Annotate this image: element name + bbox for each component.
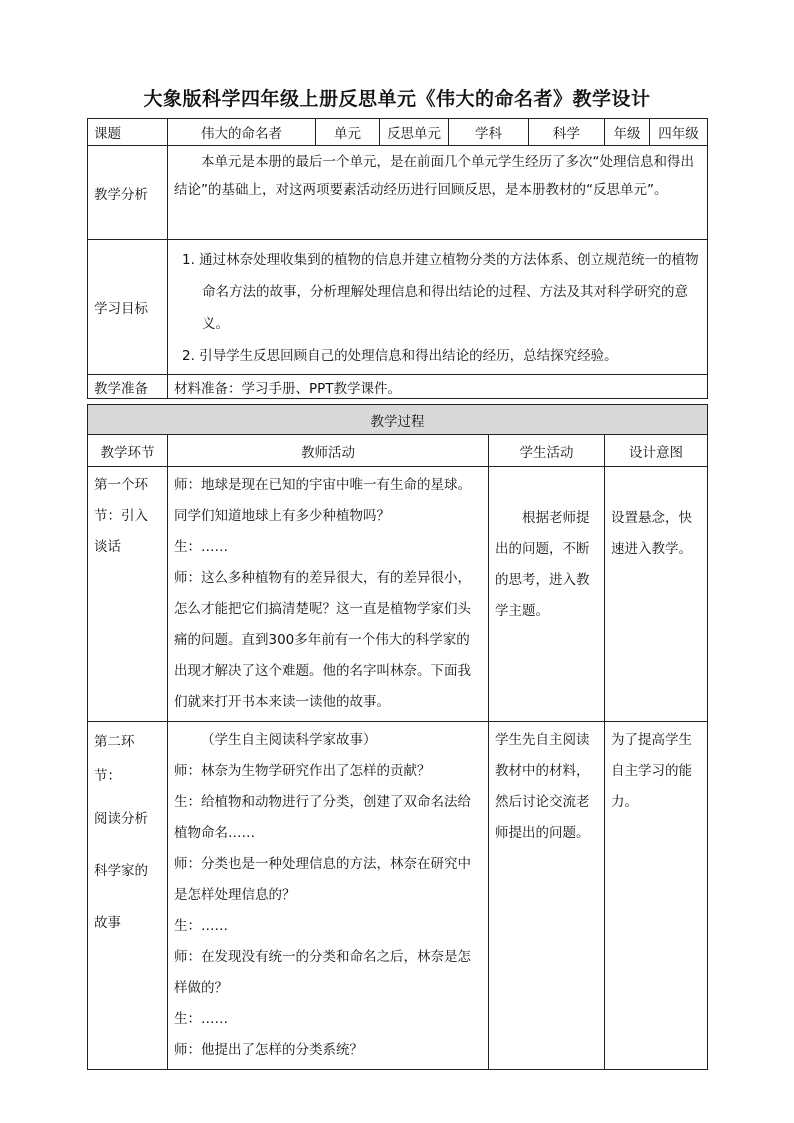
col-header-stage: 教学环节 xyxy=(88,435,168,467)
prep-label: 教学准备 xyxy=(88,375,168,399)
process-table xyxy=(87,404,708,1070)
dialogue-line: 师：这么多种植物有的差异很大，有的差异很小，怎么才能把它们搞清楚呢？这一直是植物学家们头痛的问题。直到300多年前有一个伟大的科学家的出现才解决了这个难题。他的名字叫林奈。下面我们就来打开书本来读一读他的故事。 xyxy=(174,570,471,710)
page-title: 大象版科学四年级上册反思单元《伟大的命名者》教学设计 xyxy=(143,88,651,110)
analysis-text: 本单元是本册的最后一个单元，是在前面几个单元学生经历了多次“处理信息和得出结论”的基础上，对这两项要素活动经历进行回顾反思，是本册教材的“反思单元”。 xyxy=(168,146,708,240)
goals-list xyxy=(168,240,708,375)
stage-cell: 第一个环节：引入谈话 xyxy=(88,467,168,722)
dialogue-line: 生：给植物和动物进行了分类，创建了双命名法给植物命名…… xyxy=(174,794,471,841)
topic-label: 课题 xyxy=(88,119,168,146)
grade-label: 年级 xyxy=(605,119,650,146)
unit-label: 单元 xyxy=(316,119,380,146)
table-row xyxy=(88,467,708,722)
teacher-activity-cell xyxy=(168,722,489,1070)
prep-text: 材料准备：学习手册、PPT教学课件。 xyxy=(168,375,708,399)
topic-value: 伟大的命名者 xyxy=(168,119,316,146)
grade-value: 四年级 xyxy=(650,119,708,146)
subject-label: 学科 xyxy=(449,119,529,146)
design-intent-cell: 设置悬念，快速进入教学。 xyxy=(605,467,708,722)
dialogue-line: 生：…… xyxy=(174,918,228,934)
dialogue-line: 生：…… xyxy=(174,1011,228,1027)
dialogue-line: 生：…… xyxy=(174,539,228,555)
dialogue-line: 师：林奈为生物学研究作出了怎样的贡献？ xyxy=(174,763,431,779)
dialogue-line: 师：在发现没有统一的分类和命名之后，林奈是怎样做的？ xyxy=(174,949,471,996)
col-header-intent: 设计意图 xyxy=(605,435,708,467)
student-activity-cell: 根据老师提出的问题，不断的思考，进入教学主题。 xyxy=(489,467,605,722)
dialogue-line: 师：地球是现在已知的宇宙中唯一有生命的星球。同学们知道地球上有多少种植物吗？ xyxy=(174,477,471,524)
dialogue-line: 师：分类也是一种处理信息的方法，林奈在研究中是怎样处理信息的？ xyxy=(174,856,471,903)
info-table xyxy=(87,118,708,399)
goal-item: 2. 引导学生反思回顾自己的处理信息和得出结论的经历，总结探究经验。 xyxy=(182,348,618,364)
analysis-label: 教学分析 xyxy=(88,146,168,240)
goal-item: 1. 通过林奈处理收集到的植物的信息并建立植物分类的方法体系、创立规范统一的植物命名方法的故事，分析理解处理信息和得出结论的过程、方法及其对科学研究的意义。 xyxy=(182,252,699,332)
student-activity-cell: 学生先自主阅读教材中的材料，然后讨论交流老师提出的问题。 xyxy=(489,722,605,1070)
process-title: 教学过程 xyxy=(88,405,708,435)
unit-value: 反思单元 xyxy=(380,119,449,146)
goals-label: 学习目标 xyxy=(88,240,168,375)
design-intent-cell: 为了提高学生自主学习的能力。 xyxy=(605,722,708,1070)
teacher-activity-cell xyxy=(168,467,489,722)
table-row xyxy=(88,722,708,1070)
dialogue-line: 师：他提出了怎样的分类系统？ xyxy=(174,1042,363,1058)
dialogue-line: （学生自主阅读科学家故事） xyxy=(201,732,377,748)
stage-cell: 第二环节： 阅读分析 科学家的 故事 xyxy=(88,722,168,1070)
col-header-teacher: 教师活动 xyxy=(168,435,489,467)
col-header-student: 学生活动 xyxy=(489,435,605,467)
subject-value: 科学 xyxy=(529,119,605,146)
